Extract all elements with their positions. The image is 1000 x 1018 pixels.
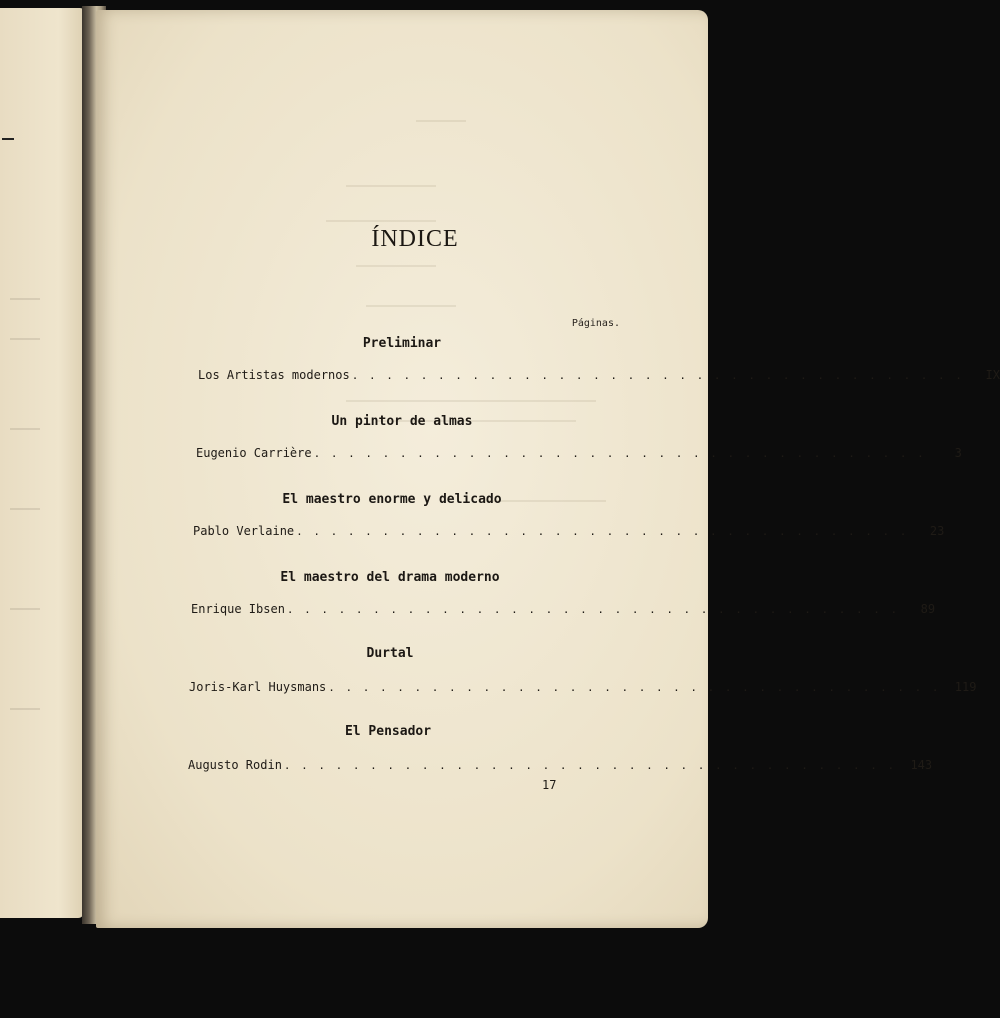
show-through-line bbox=[416, 120, 466, 122]
show-through-line bbox=[10, 508, 40, 510]
entry-page-number: IX bbox=[985, 368, 1000, 382]
show-through-line bbox=[326, 220, 436, 222]
pages-column-label: Páginas. bbox=[571, 318, 620, 329]
index-page bbox=[96, 10, 708, 928]
printer-signature-mark: 17 bbox=[542, 778, 557, 792]
facing-page bbox=[0, 8, 84, 918]
entry-title: Augusto Rodin bbox=[188, 758, 282, 772]
index-entry bbox=[188, 758, 933, 776]
section-heading: Preliminar bbox=[362, 336, 442, 351]
entry-title: Pablo Verlaine bbox=[193, 524, 295, 538]
leader-dots: . . . . . . . . . . . . . . . . . . . . . . . . . . . . . . . . . . . . bbox=[313, 447, 926, 460]
leader-dots: . . . . . . . . . . . . . . . . . . . . . . . . . . . . . . . . . . . . bbox=[286, 603, 900, 616]
leader-dots: . . . . . . . . . . . . . . . . . . . . . . . . . . . . . . . . . . . . bbox=[328, 681, 941, 694]
section-heading: El maestro del drama moderno bbox=[280, 570, 500, 585]
section-heading: Durtal bbox=[366, 646, 414, 661]
leader-dots: . . . . . . . . . . . . . . . . . . . . . . . . . . . . . . . . . . . . bbox=[296, 525, 909, 538]
entry-page-number: 143 bbox=[910, 758, 933, 772]
show-through-line bbox=[10, 298, 40, 300]
entry-title: Eugenio Carrière bbox=[196, 446, 312, 460]
entry-title: Enrique Ibsen bbox=[191, 602, 285, 616]
entry-page-number: 89 bbox=[920, 602, 936, 616]
show-through-line bbox=[10, 338, 40, 340]
show-through-line bbox=[346, 185, 436, 187]
show-through-line bbox=[10, 608, 40, 610]
index-entry bbox=[196, 446, 962, 464]
show-through-line bbox=[366, 305, 456, 307]
show-through-line bbox=[346, 400, 596, 402]
entry-title: Joris-Karl Huysmans bbox=[189, 680, 327, 694]
index-entry bbox=[198, 368, 1000, 386]
section-heading: El maestro enorme y delicado bbox=[282, 492, 502, 507]
leader-dots: . . . . . . . . . . . . . . . . . . . . . . . . . . . . . . . . . . . . bbox=[283, 759, 897, 772]
entry-page-number: 23 bbox=[929, 524, 945, 538]
entry-page-number: 3 bbox=[954, 446, 962, 460]
index-entry bbox=[189, 680, 977, 698]
section-heading: Un pintor de almas bbox=[331, 414, 473, 429]
index-entry bbox=[193, 524, 945, 542]
facing-page-mark bbox=[2, 138, 14, 140]
entry-title: Los Artistas modernos bbox=[198, 368, 350, 382]
show-through-line bbox=[10, 708, 40, 710]
show-through-line bbox=[356, 265, 436, 267]
page-title: ÍNDICE bbox=[371, 226, 459, 252]
index-entry bbox=[191, 602, 936, 620]
show-through-line bbox=[10, 428, 40, 430]
leader-dots: . . . . . . . . . . . . . . . . . . . . . . . . . . . . . . . . . . . . bbox=[351, 369, 964, 382]
entry-page-number: 119 bbox=[954, 680, 977, 694]
section-heading: El Pensador bbox=[344, 724, 432, 739]
